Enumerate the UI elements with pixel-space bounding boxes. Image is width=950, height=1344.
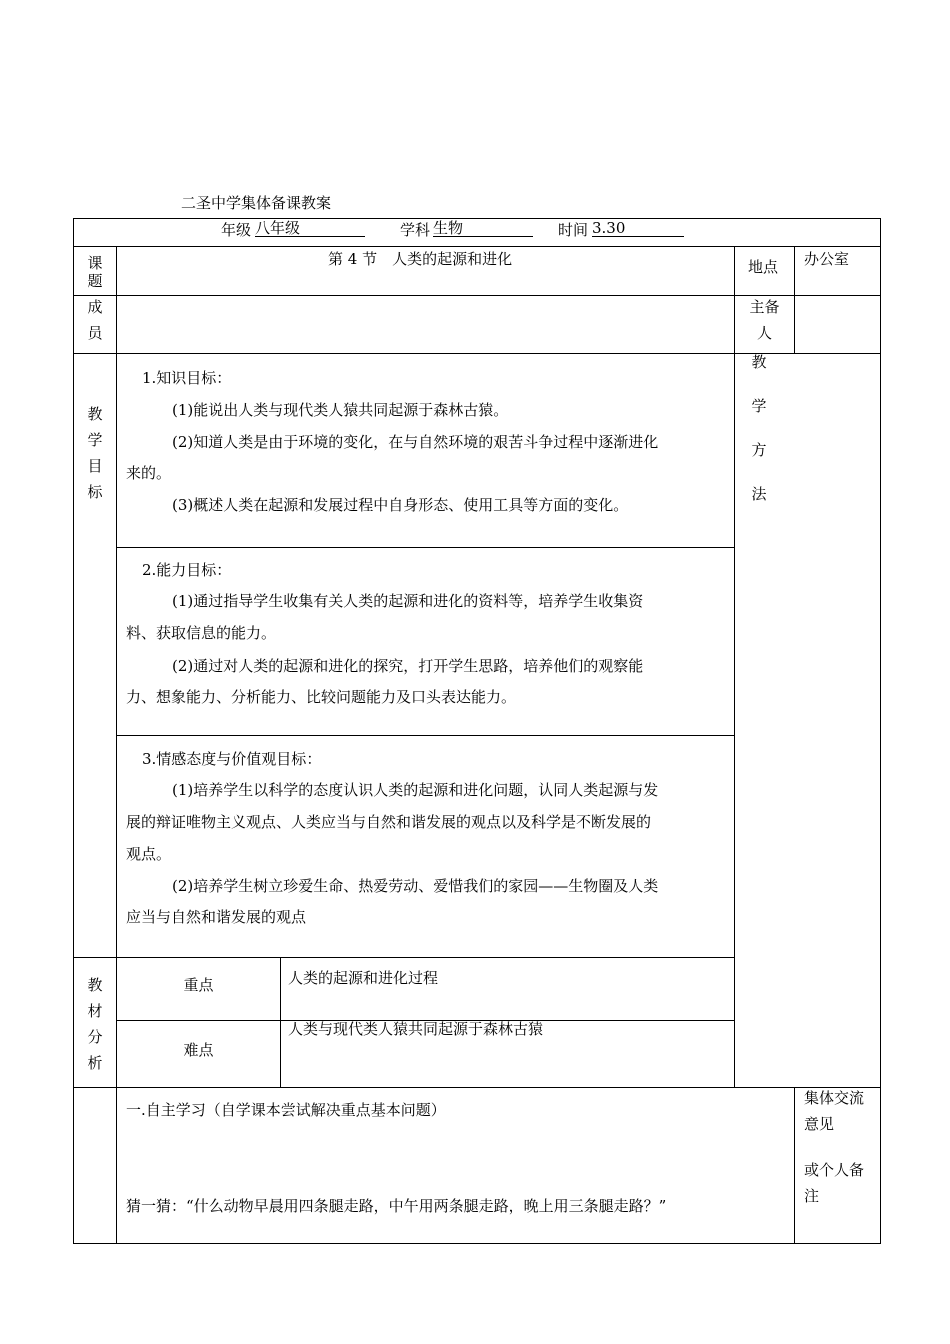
goals-label: 教 学 目 标	[87, 405, 103, 501]
table-border-left	[73, 218, 74, 1244]
knowledge-item: 来的。	[126, 464, 172, 482]
emotion-item: 展的辩证唯物主义观点、人类应当与自然和谐发展的观点以及科学是不断发展的	[126, 813, 652, 831]
emotion-item: (2)培养学生树立珍爱生命、热爱劳动、爱惜我们的家园——生物圈及人类	[172, 877, 659, 895]
lead-teacher-label: 主备 人	[749, 298, 780, 342]
grade-value: 八年级	[255, 219, 365, 237]
time-value: 3.30	[592, 219, 684, 237]
topic-label: 课 题	[87, 254, 103, 290]
knowledge-item: (3)概述人类在起源和发展过程中自身形态、使用工具等方面的变化。	[172, 496, 629, 514]
ability-item: (1)通过指导学生收集有关人类的起源和进化的资料等，培养学生收集资	[172, 592, 644, 610]
page-title: 二圣中学集体备课教案	[181, 194, 332, 212]
key-point-value: 人类的起源和进化过程	[288, 969, 439, 987]
time-label: 时间	[558, 221, 589, 239]
table-border-right	[880, 218, 881, 1244]
difficult-point-value: 人类与现代类人猿共同起源于森林古猿	[288, 1020, 544, 1038]
key-point-label: 重点	[183, 976, 214, 994]
table-line	[794, 246, 795, 354]
table-line	[117, 735, 735, 736]
knowledge-item: (1)能说出人类与现代类人猿共同起源于森林古猿。	[172, 401, 509, 419]
analysis-label: 教 材 分 析	[87, 976, 103, 1072]
emotion-item: (1)培养学生以科学的态度认识人类的起源和进化问题，认同人类起源与发	[172, 781, 659, 799]
ability-item: 料、获取信息的能力。	[126, 624, 277, 642]
table-border-bottom	[73, 1243, 881, 1244]
emotion-heading: 3.情感态度与价值观目标：	[142, 750, 322, 768]
riddle-text: 猜一猜：“什么动物早晨用四条腿走路，中午用两条腿走路，晚上用三条腿走路？”	[126, 1197, 667, 1215]
place-value: 办公室	[804, 250, 850, 268]
table-line	[794, 1087, 795, 1244]
knowledge-heading: 1.知识目标：	[142, 369, 232, 387]
topic-value: 第 4 节 人类的起源和进化	[328, 250, 513, 268]
side-note-personal: 或个人备 注	[804, 1161, 865, 1205]
table-line	[73, 1087, 881, 1088]
ability-item: (2)通过对人类的起源和进化的探究，打开学生思路，培养他们的观察能	[172, 657, 644, 675]
grade-label: 年级	[221, 221, 252, 239]
difficult-point-label: 难点	[183, 1041, 214, 1059]
table-line	[280, 957, 281, 1088]
table-line	[73, 957, 735, 958]
subject-value: 生物	[433, 219, 533, 237]
subject-label: 学科	[400, 221, 431, 239]
table-border-top	[73, 218, 881, 219]
emotion-item: 观点。	[126, 845, 172, 863]
method-label: 教 学 方 法	[751, 353, 767, 503]
ability-heading: 2.能力目标：	[142, 561, 232, 579]
emotion-item: 应当与自然和谐发展的观点	[126, 908, 307, 926]
self-study-heading: 一.自主学习（自学课本尝试解决重点基本问题）	[126, 1101, 446, 1119]
knowledge-item: (2)知道人类是由于环境的变化，在与自然环境的艰苦斗争过程中逐渐进化	[172, 433, 659, 451]
side-note-exchange: 集体交流 意见	[804, 1089, 865, 1133]
members-label: 成 员	[87, 298, 103, 342]
table-line	[116, 246, 117, 1244]
ability-item: 力、想象能力、分析能力、比较问题能力及口头表达能力。	[126, 688, 517, 706]
table-line	[117, 547, 735, 548]
place-label: 地点	[748, 258, 779, 276]
